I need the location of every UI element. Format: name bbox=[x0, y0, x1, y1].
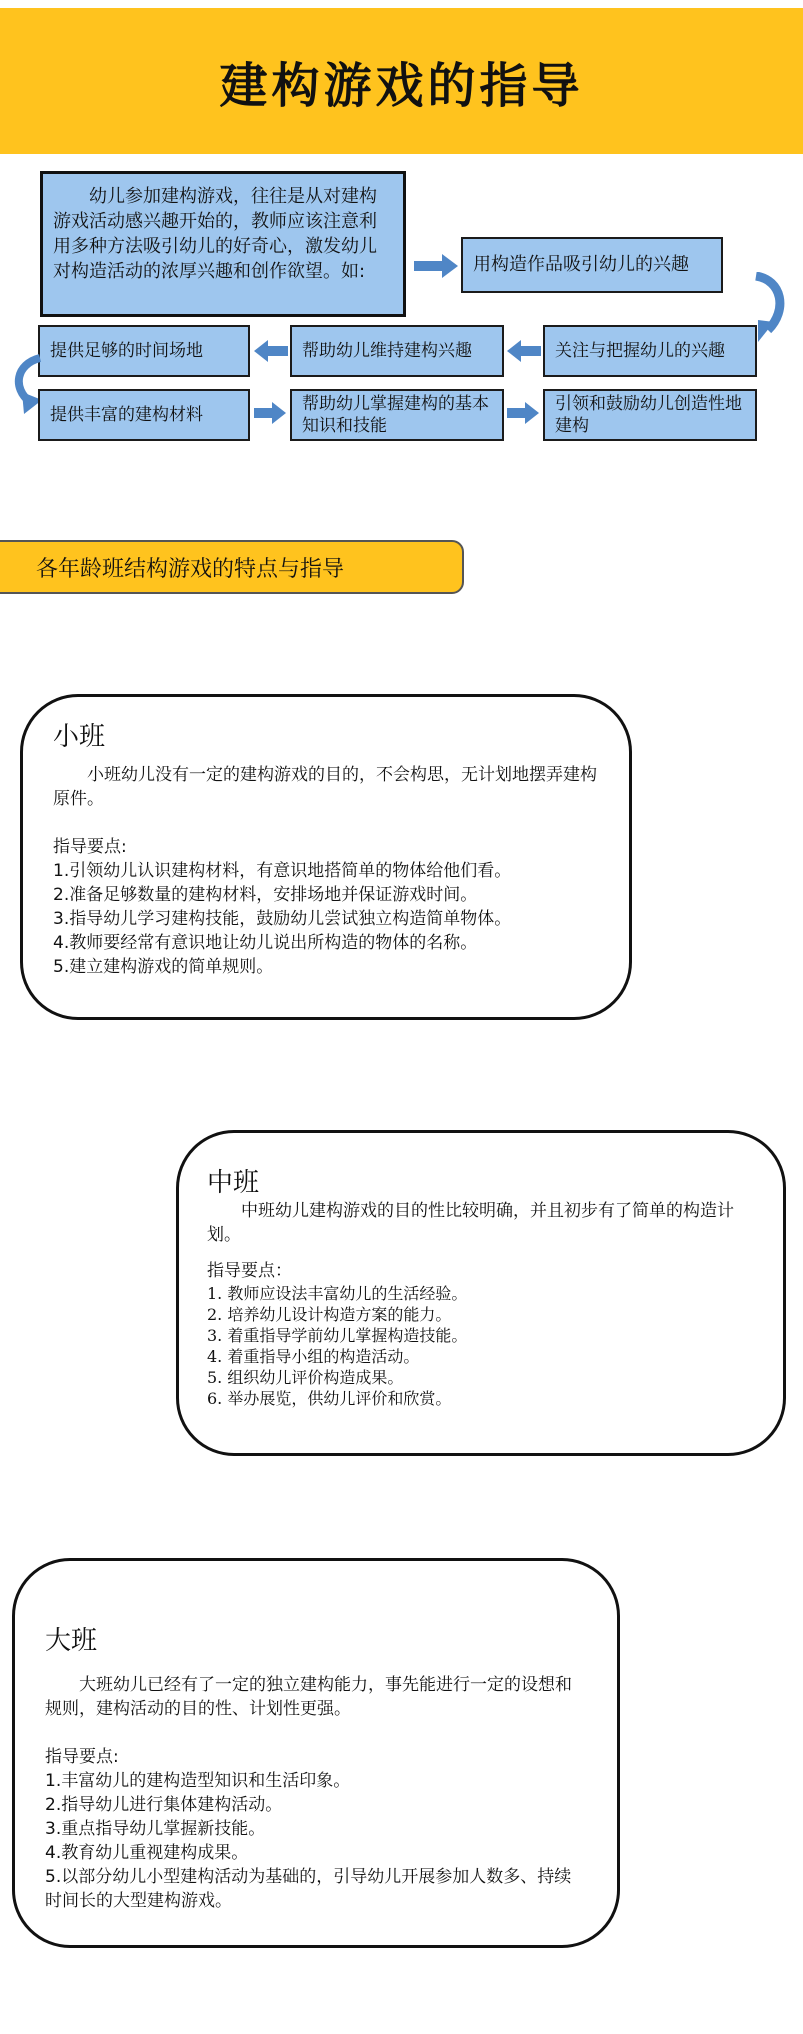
title-banner bbox=[0, 8, 803, 154]
curved-arrow-down-icon bbox=[752, 272, 792, 346]
card-title: 中班 bbox=[207, 1168, 260, 1198]
flow-step-time-space: 提供足够的时间场地 bbox=[38, 325, 250, 377]
card-title: 大班 bbox=[45, 1626, 98, 1656]
list-item: 2.准备足够数量的建构材料，安排场地并保证游戏时间。 bbox=[53, 885, 478, 905]
flow-step-focus: 关注与把握幼儿的兴趣 bbox=[543, 325, 757, 377]
arrow-right-icon bbox=[414, 254, 458, 278]
list-item: 5.以部分幼儿小型建构活动为基础的，引导幼儿开展参加人数多、持续时间长的大型建构游戏。 bbox=[45, 1867, 572, 1911]
arrow-left-icon bbox=[254, 340, 288, 362]
card-description: 大班幼儿已经有了一定的独立建构能力，事先能进行一定的设想和规则，建构活动的目的性、计划性更强。 bbox=[45, 1675, 572, 1719]
list-item: 1. 教师应设法丰富幼儿的生活经验。 bbox=[207, 1284, 468, 1303]
guide-list bbox=[45, 1769, 587, 1913]
intro-text: 幼儿参加建构游戏，往往是从对建构游戏活动感兴趣开始的，教师应该注意利用多种方法吸引幼儿的好奇心，激发幼儿对构造活动的浓厚兴趣和创作欲望。如: bbox=[53, 186, 377, 282]
guide-label: 指导要点: bbox=[53, 837, 127, 857]
card-title: 小班 bbox=[53, 722, 106, 752]
flow-step-creative: 引领和鼓励幼儿创造性地建构 bbox=[543, 389, 757, 441]
flow-step-attract: 用构造作品吸引幼儿的兴趣 bbox=[461, 237, 723, 293]
list-item: 4. 着重指导小组的构造活动。 bbox=[207, 1347, 420, 1366]
arrow-left-icon bbox=[507, 340, 541, 362]
list-item: 6. 举办展览，供幼儿评价和欣赏。 bbox=[207, 1389, 452, 1408]
card-description: 中班幼儿建构游戏的目的性比较明确，并且初步有了简单的构造计划。 bbox=[207, 1201, 734, 1245]
list-item: 3.指导幼儿学习建构技能，鼓励幼儿尝试独立构造简单物体。 bbox=[53, 909, 512, 929]
arrow-right-icon bbox=[507, 402, 539, 424]
list-item: 4.教育幼儿重视建构成果。 bbox=[45, 1843, 249, 1863]
card-large-class bbox=[12, 1558, 620, 1948]
list-item: 1.丰富幼儿的建构造型知识和生活印象。 bbox=[45, 1771, 351, 1791]
flow-step-materials: 提供丰富的建构材料 bbox=[38, 389, 250, 441]
top-stripe bbox=[0, 0, 803, 8]
flow-step-maintain: 帮助幼儿维持建构兴趣 bbox=[290, 325, 504, 377]
list-item: 2.指导幼儿进行集体建构活动。 bbox=[45, 1795, 283, 1815]
page-title: 建构游戏的指导 bbox=[219, 57, 584, 114]
guide-list bbox=[207, 1283, 753, 1409]
list-item: 2. 培养幼儿设计构造方案的能力。 bbox=[207, 1305, 452, 1324]
list-item: 3.重点指导幼儿掌握新技能。 bbox=[45, 1819, 266, 1839]
list-item: 4.教师要经常有意识地让幼儿说出所构造的物体的名称。 bbox=[53, 933, 478, 953]
card-small-class bbox=[20, 694, 632, 1020]
list-item: 5. 组织幼儿评价构造成果。 bbox=[207, 1368, 404, 1387]
guide-label: 指导要点： bbox=[207, 1261, 292, 1281]
intro-box bbox=[40, 171, 406, 317]
card-middle-class bbox=[176, 1130, 786, 1456]
list-item: 5.建立建构游戏的简单规则。 bbox=[53, 957, 274, 977]
flow-step-skills: 帮助幼儿掌握建构的基本知识和技能 bbox=[290, 389, 504, 441]
list-item: 1.引领幼儿认识建构材料，有意识地搭简单的物体给他们看。 bbox=[53, 861, 512, 881]
list-item: 3. 着重指导学前幼儿掌握构造技能。 bbox=[207, 1326, 468, 1345]
section-heading: 各年龄班结构游戏的特点与指导 bbox=[0, 540, 464, 594]
card-description: 小班幼儿没有一定的建构游戏的目的，不会构思，无计划地摆弄建构原件。 bbox=[53, 765, 597, 809]
guide-list bbox=[53, 859, 599, 979]
arrow-right-icon bbox=[254, 402, 286, 424]
guide-label: 指导要点: bbox=[45, 1747, 119, 1767]
